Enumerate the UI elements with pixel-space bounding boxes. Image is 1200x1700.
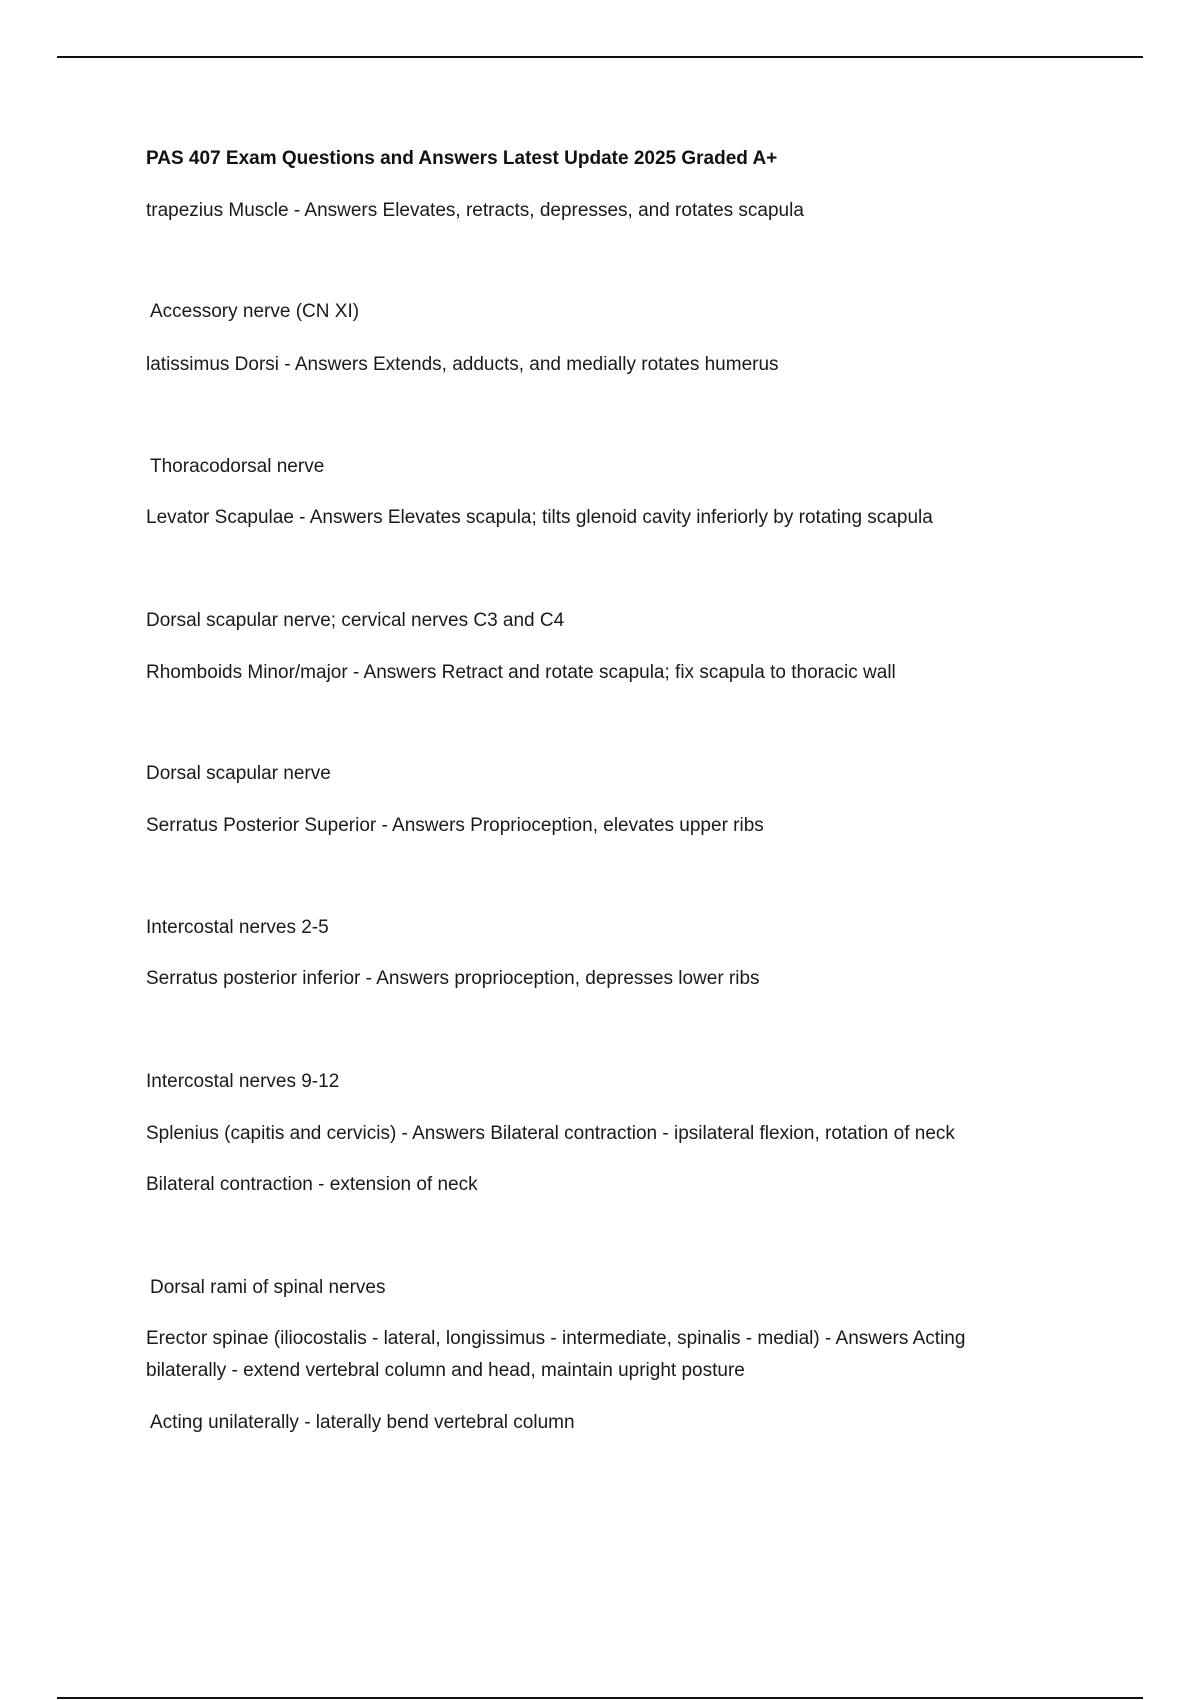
qa-line: Dorsal scapular nerve; cervical nerves C3 and C4: [146, 610, 565, 631]
qa-line: Erector spinae (iliocostalis - lateral, longissimus - intermediate, spinalis - medial) - Answers Acting bilaterally - extend vertebral column and head, maintain upright posture: [146, 1328, 966, 1381]
qa-line: Intercostal nerves 2-5: [146, 917, 329, 938]
qa-line: Accessory nerve (CN XI): [150, 301, 360, 322]
qa-line: Levator Scapulae - Answers Elevates scapula; tilts glenoid cavity inferiorly by rotating scapula: [146, 507, 933, 528]
qa-line: Bilateral contraction - extension of neck: [146, 1174, 478, 1195]
qa-line: Intercostal nerves 9-12: [146, 1071, 340, 1092]
qa-line: trapezius Muscle - Answers Elevates, retracts, depresses, and rotates scapula: [146, 200, 804, 221]
qa-line: Acting unilaterally - laterally bend vertebral column: [150, 1412, 575, 1433]
header-rule: [57, 56, 1143, 58]
qa-line: Serratus posterior inferior - Answers proprioception, depresses lower ribs: [146, 968, 760, 989]
qa-line: Serratus Posterior Superior - Answers Proprioception, elevates upper ribs: [146, 815, 764, 836]
qa-line: Splenius (capitis and cervicis) - Answers Bilateral contraction - ipsilateral flexion, rotation of neck: [146, 1123, 955, 1144]
document-title: PAS 407 Exam Questions and Answers Latest Update 2025 Graded A+: [146, 148, 778, 169]
qa-line: Dorsal rami of spinal nerves: [150, 1277, 386, 1298]
qa-line: Rhomboids Minor/major - Answers Retract and rotate scapula; fix scapula to thoracic wall: [146, 662, 896, 683]
footer-rule: [57, 1697, 1143, 1699]
qa-line: latissimus Dorsi - Answers Extends, adducts, and medially rotates humerus: [146, 354, 779, 375]
qa-line: Thoracodorsal nerve: [150, 456, 325, 477]
qa-line: Dorsal scapular nerve: [146, 763, 331, 784]
